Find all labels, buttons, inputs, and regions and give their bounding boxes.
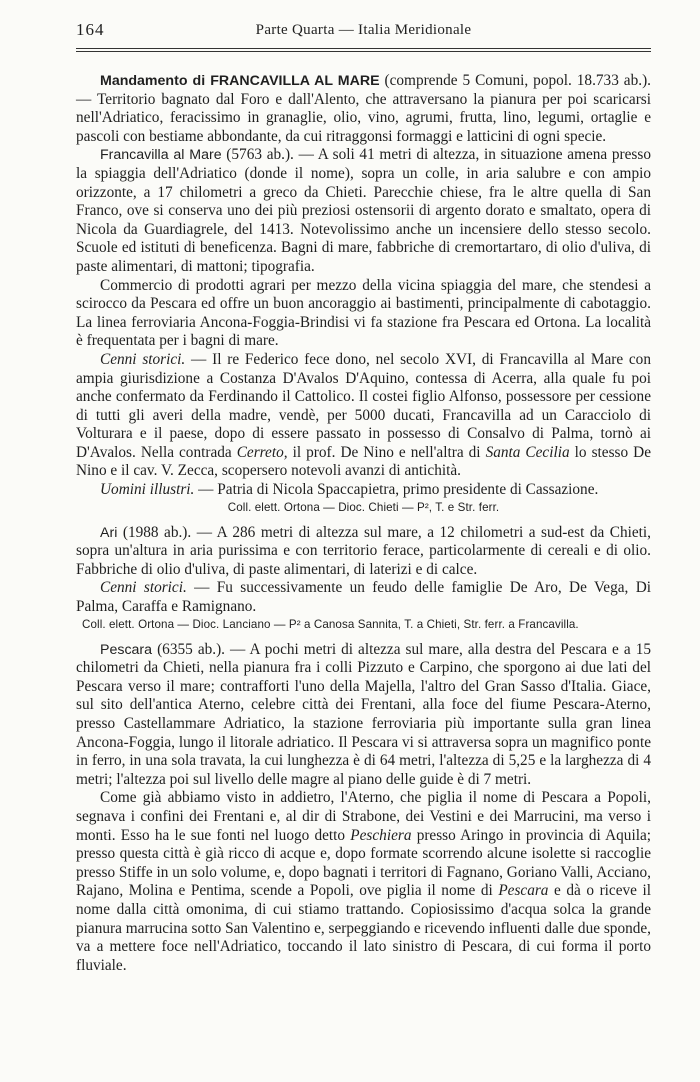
page-body (76, 72, 651, 975)
mandamento-heading: Mandamento di FRANCAVILLA AL MARE (100, 73, 380, 89)
info-line-ari: Coll. elett. Ortona — Dioc. Lanciano — P² a Canosa Sannita, T. a Chieti, Str. ferr. a Francavilla. (82, 617, 579, 631)
francavilla-heading: Francavilla al Mare (100, 147, 222, 164)
paragraph-aterno: Come già abbiamo visto in addietro, l'Aterno, che piglia il nome di Pescara a Popoli, segnava i confini dei Frentani e, al dir di Strabone, dei Vestini e dei Marrucini, ma verso i monti. Esso ha le sue fonti nel luogo detto Peschiera presso Aringo in provincia di Aquila; presso questa città è già ricco di acque e, dopo formate scorrendo alcune isolette si raccoglie presso Stiffe in un solo volume, e, dopo bagnati i territori di Fagnano, Goriano Valli, Acciano, Rajano, Molina e Pentima, scende a Popoli, ove piglia il nome di Pescara e dà o riceve il nome dalla città omonima, di cui stiamo trattando. Copiosissimo d'acqua solca la grande pianura marrucina sotto San Valentino e, serpeggiando e ricevendo influenti dalle due sponde, va a mettere foce nell'Adriatico, toccando il lato sinistro di Pescara, di cui forma il porto fluviale. (76, 789, 652, 974)
running-title: Parte Quarta — Italia Meridionale (255, 22, 472, 38)
header-rule (76, 48, 651, 52)
info-line-francavilla: Coll. elett. Ortona — Dioc. Chieti — P², T. e Str. ferr. (227, 500, 500, 514)
paragraph-mandamento: Mandamento di FRANCAVILLA AL MARE (comprende 5 Comuni, popol. 18.733 ab.). — Territorio bagnato dal Foro e dall'Alento, che attraversano la pianura per poi scaricarsi nell'Adriatico, feracissimo in granaglie, olio, vino, agrumi, frutta, lino, legumi, ortaglie e pascoli con bestiame abbondante, da cui ritraggonsi formaggi e latticini di ogni specie. (76, 72, 651, 145)
page-number: 164 (76, 20, 105, 39)
paragraph-commercio: Commercio di prodotti agrari per mezzo della vicina spiaggia del mare, che stendesi a scirocco da Pescara ed offre un buon ancoraggio ai bastimenti, principalmente di cabotaggio. La linea ferroviaria Ancona-Foggia-Brindisi vi fa stazione fra Pescara ed Ortona. La località è frequentata per i bagni di mare. (76, 276, 651, 350)
paragraph-cenni-francavilla: Cenni storici. — Il re Federico fece dono, nel secolo XVI, di Francavilla al Mare con ampia giurisdizione a Costanza D'Avalos D'Aquino, contessa di Acerra, alla quale fu poi anche confermato da Ferdinando il Cattolico. Il costei figlio Alfonso, possessore per cessione di tutti gli averi della madre, vendè, per 5000 ducati, Francavilla ad un Caracciolo di Volturara e il paese, dopo di essere passato in possesso di Consalvo di Palma, tornò ai D'Avalos. Nella contrada Cerreto, il prof. De Nino e nell'altra di Santa Cecilia lo stesso De Nino e il cav. V. Zecca, scopersero notevoli avanzi di antichità. (76, 350, 651, 480)
paragraph-pescara: Pescara (6355 ab.). — A pochi metri di altezza sul mare, alla destra del Pescara e a 15 chilometri da Chieti, nella pianura fra i colli Pizzuto e Carpino, che sporgono ai due lati del Pescara verso il mare; contrafforti l'uno della Majella, l'altro del Gran Sasso d'Italia. Giace, sul sito dell'antica Aterno, celebre città dei Frentani, alla foce del fiume Pescara-Aterno, presso Castellammare Adriatico, la stazione ferroviaria più importante sulla gran linea Ancona-Foggia, lungo il litorale adriatico. Il Pescara vi si attraversa sopra un magnifico ponte in ferro, in una sola travata, la cui lunghezza è di 64 metri, l'altezza di 5,25 e la larghezza di 4 metri; l'altezza poi sul livello delle magre al piano delle guide è di 7 metri. (76, 640, 651, 788)
paragraph-ari: Ari (1988 ab.). — A 286 metri di altezza sul mare, a 12 chilometri a sud-est da Chieti, sopra un'altura in aria purissima e con territorio ferace, particolarmente di cereali e di olio. Fabbriche di olio d'uliva, di paste alimentari, di laterizi e di calce. (76, 523, 651, 578)
ari-heading: Ari (100, 524, 118, 541)
page-header (76, 20, 651, 42)
paragraph-francavilla: Francavilla al Mare (5763 ab.). — A soli 41 metri di altezza, in situazione amena presso la spiaggia dell'Adriatico (donde il nome), sopra un colle, in aria salubre e con ampio orizzonte, a 17 chilometri a greco da Chieti. Parecchie chiese, fra le altre quella di San Franco, ove si conserva uno dei più preziosi ostensorii di argento dorato e smaltato, opera di Nicola da Guardiagrele, del 1413. Notevolissimo anche un incensiere dello stesso secolo. Scuole ed istituti di beneficenza. Bagni di mare, fabbriche di cremortartaro, di olio d'uliva, di paste alimentari, di mattoni; tipografia. (76, 146, 651, 275)
pescara-heading: Pescara (100, 641, 153, 658)
paragraph-uomini-illustri: Uomini illustri. — Patria di Nicola Spaccapietra, primo presidente di Cassazione. (100, 481, 599, 499)
paragraph-cenni-ari: Cenni storici. — Fu successivamente un feudo delle famiglie De Aro, De Vega, Di Palma, Caraffa e Ramignano. (76, 579, 651, 616)
